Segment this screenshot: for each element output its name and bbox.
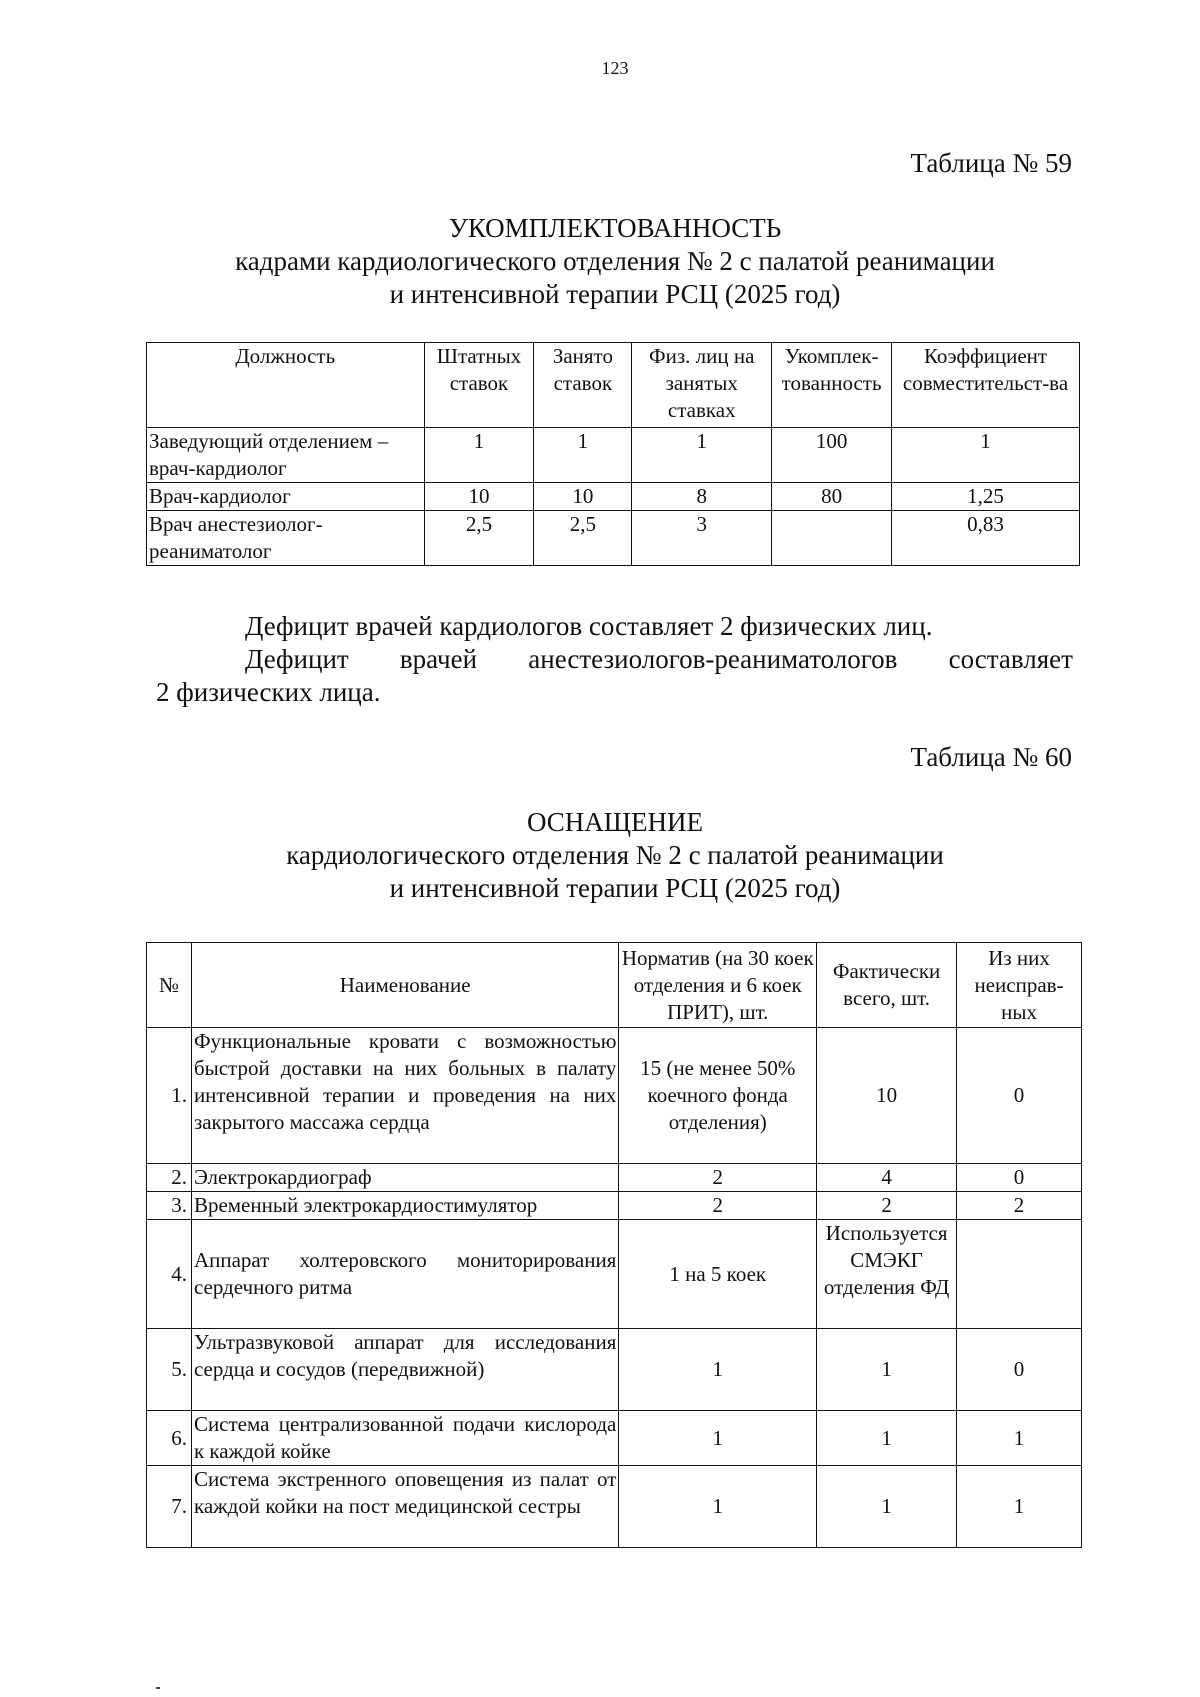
cell-faulty: 1 [957, 1466, 1082, 1548]
cell-actual: 10 [817, 1028, 957, 1164]
cell-name: Ультразвуковой аппарат для исследования сердца и сосудов (передвижной) [191, 1329, 618, 1411]
header-faulty: Из них неисправ-ных [957, 943, 1082, 1028]
cell-norm: 1 [619, 1329, 817, 1411]
cell-number: 7. [147, 1466, 192, 1548]
deficit-word: Дефицит [245, 644, 349, 674]
cell-name: Система централизованной подачи кислорода к каждой койке [191, 1411, 618, 1466]
cell-number: 1. [147, 1028, 192, 1164]
cell-actual: 1 [817, 1466, 957, 1548]
cell-actual: 4 [817, 1164, 957, 1192]
cell-name: Система экстренного оповещения из палат от каждой койки на пост медицинской сестры [191, 1466, 618, 1548]
equipment-header-row [147, 943, 1082, 1028]
cell-name: Аппарат холтеровского мониторирования сердечного ритма [191, 1220, 618, 1329]
cell-norm: 2 [619, 1192, 817, 1220]
table-row [147, 1466, 1082, 1548]
table-row [147, 1164, 1082, 1192]
header-persons: Физ. лиц на занятых ставках [632, 343, 772, 428]
table-row [147, 1028, 1082, 1164]
cell-staff-units: 10 [424, 483, 534, 511]
cell-faulty: 0 [957, 1028, 1082, 1164]
table-row [147, 511, 1080, 566]
cell-name: Электрокардиограф [191, 1164, 618, 1192]
cell-number: 3. [147, 1192, 192, 1220]
table-59-subtitle-2: и интенсивной терапии РСЦ (2025 год) [389, 279, 841, 309]
cell-occupied-units: 1 [534, 428, 632, 483]
cell-coefficient: 1 [892, 428, 1080, 483]
cell-name: Временный электрокардиостимулятор [191, 1192, 618, 1220]
equipment-table [146, 942, 1082, 1548]
scan-mark [156, 1687, 160, 1689]
cell-position: Врач-кардиолог [147, 483, 425, 511]
header-norm: Норматив (на 30 коек отделения и 6 коек ПРИТ), шт. [619, 943, 817, 1028]
header-name: Наименование [191, 943, 618, 1028]
cell-persons: 3 [632, 511, 772, 566]
cell-occupied-units: 10 [534, 483, 632, 511]
cell-faulty [957, 1220, 1082, 1329]
cell-norm: 1 на 5 коек [619, 1220, 817, 1329]
cell-number: 4. [147, 1220, 192, 1329]
cell-position: Заведующий отделением – врач-кардиолог [147, 428, 425, 483]
cell-faulty: 0 [957, 1164, 1082, 1192]
cell-staffing-level [772, 511, 892, 566]
cell-actual: 2 [817, 1192, 957, 1220]
cell-number: 6. [147, 1411, 192, 1466]
staffing-table [146, 342, 1080, 566]
header-coefficient: Коэффициент совместительст-ва [892, 343, 1080, 428]
staffing-header-row [147, 343, 1080, 428]
header-staff-units: Штатных ставок [424, 343, 534, 428]
cell-number: 5. [147, 1329, 192, 1411]
cell-position: Врач анестезиолог-реаниматолог [147, 511, 425, 566]
table-60-title: ОСНАЩЕНИЕ [526, 807, 704, 837]
header-number: № [147, 943, 192, 1028]
table-59-label: Таблица № 59 [910, 148, 1072, 178]
cell-persons: 8 [632, 483, 772, 511]
cell-actual: 1 [817, 1329, 957, 1411]
table-60-subtitle-2: и интенсивной терапии РСЦ (2025 год) [389, 873, 841, 903]
page-number: 123 [601, 58, 629, 78]
cell-staffing-level: 100 [772, 428, 892, 483]
cell-persons: 1 [632, 428, 772, 483]
cell-faulty: 0 [957, 1329, 1082, 1411]
deficit-line-1: Дефицит врачей кардиологов составляет 2 физических лиц. [245, 611, 933, 641]
table-60-label: Таблица № 60 [910, 742, 1072, 772]
cell-actual: 1 [817, 1411, 957, 1466]
table-row [147, 1411, 1082, 1466]
cell-occupied-units: 2,5 [534, 511, 632, 566]
header-staffing-level: Укомплек-тованность [772, 343, 892, 428]
deficit-word: анестезиологов-реаниматологов [528, 644, 898, 674]
cell-staff-units: 1 [424, 428, 534, 483]
table-row [147, 428, 1080, 483]
cell-faulty: 1 [957, 1411, 1082, 1466]
cell-norm: 1 [619, 1466, 817, 1548]
header-occupied-units: Занято ставок [534, 343, 632, 428]
cell-norm: 2 [619, 1164, 817, 1192]
table-59-title: УКОМПЛЕКТОВАННОСТЬ [448, 213, 782, 243]
deficit-word: врачей [399, 644, 478, 674]
header-position: Должность [147, 343, 425, 428]
table-59-subtitle-1: кадрами кардиологического отделения № 2 с палатой реанимации [235, 246, 995, 276]
header-actual: Фактически всего, шт. [817, 943, 957, 1028]
deficit-line-2 [245, 643, 1073, 676]
cell-norm: 1 [619, 1411, 817, 1466]
table-row [147, 1220, 1082, 1329]
table-row [147, 1192, 1082, 1220]
cell-actual: Используется СМЭКГ отделения ФД [817, 1220, 957, 1329]
cell-norm: 15 (не менее 50% коечного фонда отделения) [619, 1028, 817, 1164]
table-row [147, 483, 1080, 511]
table-60-subtitle-1: кардиологического отделения № 2 с палатой реанимации [286, 840, 944, 870]
deficit-line-3: 2 физических лица. [156, 677, 381, 707]
table-row [147, 1329, 1082, 1411]
cell-name: Функциональные кровати с возможностью быстрой доставки на них больных в палату интенсивной терапии и проведения на них закрытого массажа сердца [191, 1028, 618, 1164]
cell-coefficient: 1,25 [892, 483, 1080, 511]
cell-staff-units: 2,5 [424, 511, 534, 566]
cell-staffing-level: 80 [772, 483, 892, 511]
cell-number: 2. [147, 1164, 192, 1192]
deficit-word: составляет [948, 644, 1073, 674]
cell-coefficient: 0,83 [892, 511, 1080, 566]
cell-faulty: 2 [957, 1192, 1082, 1220]
